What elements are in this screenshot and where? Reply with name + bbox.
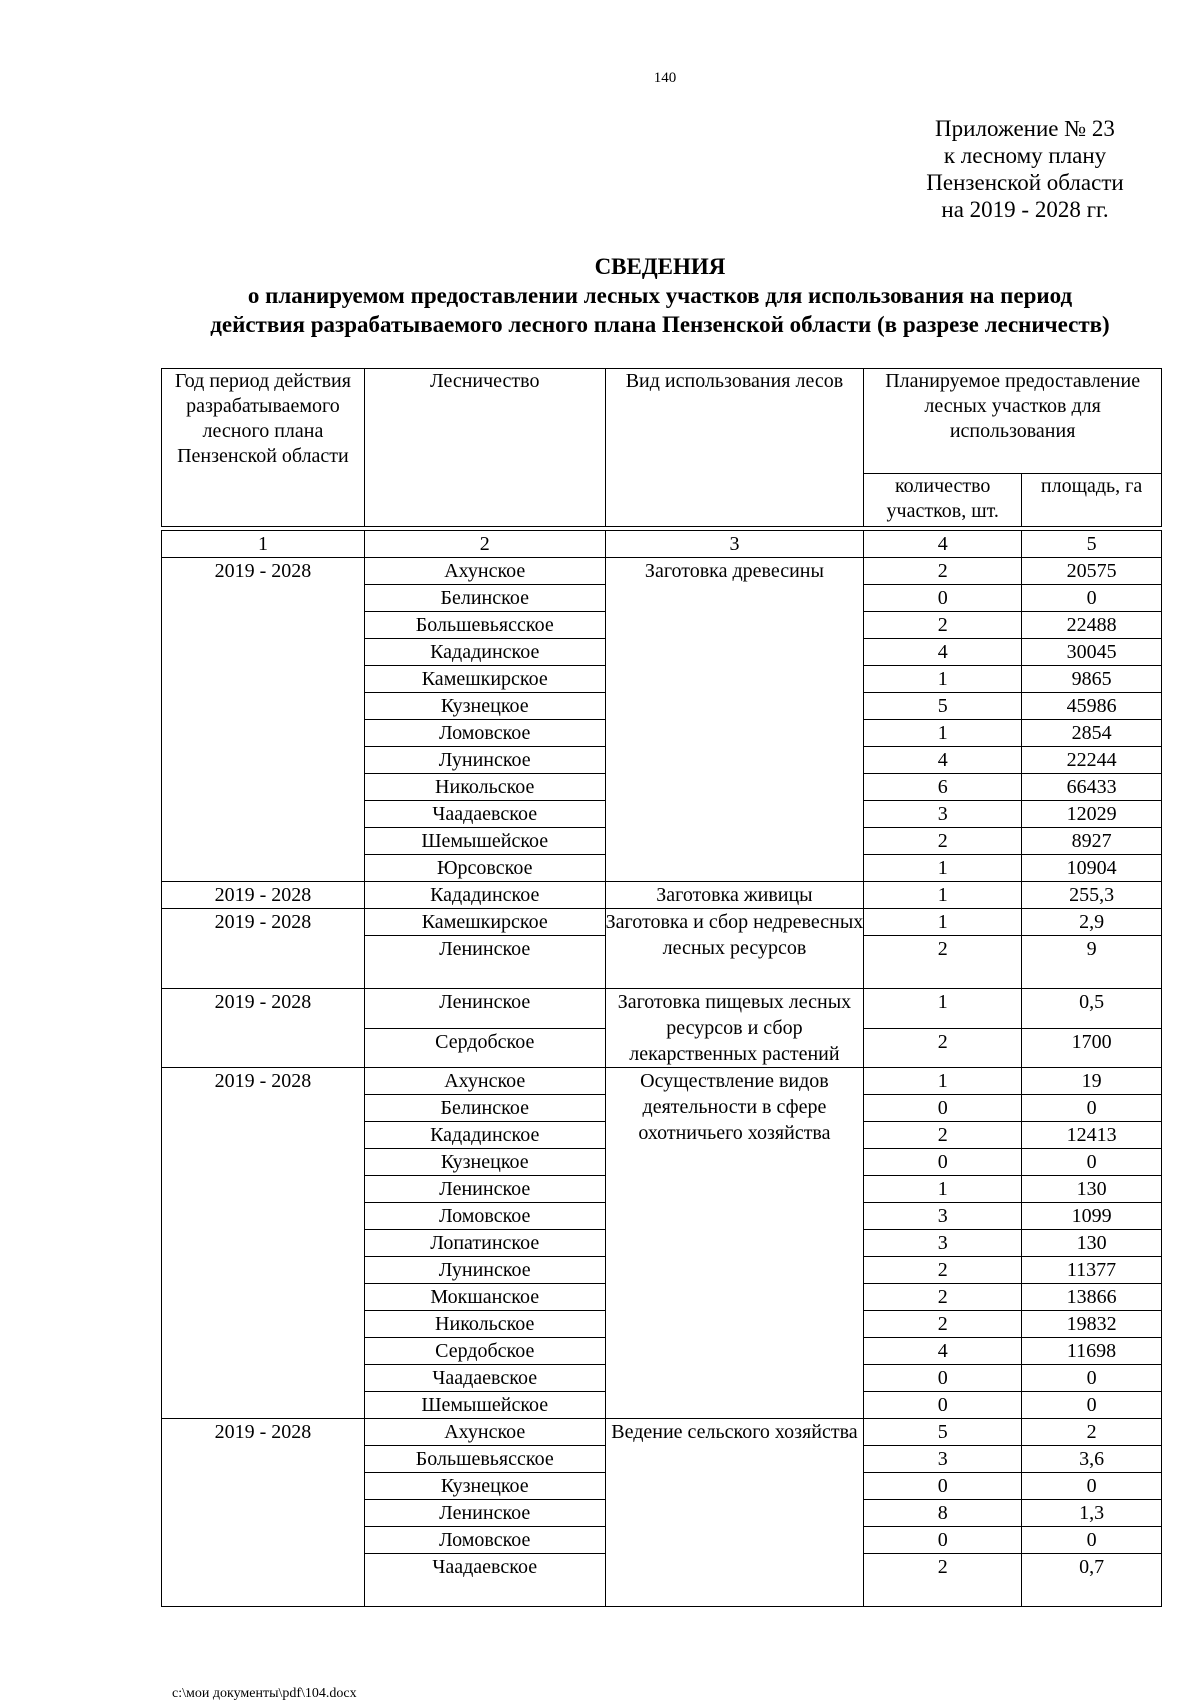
count-cell: 2 bbox=[864, 1122, 1022, 1149]
area-cell: 0 bbox=[1022, 585, 1162, 612]
forestry-cell: Камешкирское bbox=[364, 666, 605, 693]
forestry-cell: Кададинское bbox=[364, 1122, 605, 1149]
page-number: 140 bbox=[653, 70, 677, 86]
forestry-cell: Кузнецкое bbox=[364, 1149, 605, 1176]
forestry-cell: Кузнецкое bbox=[364, 693, 605, 720]
header-use: Вид использования лесов bbox=[605, 369, 864, 527]
forestry-cell: Большевьясское bbox=[364, 1446, 605, 1473]
area-cell: 0 bbox=[1022, 1149, 1162, 1176]
column-number: 3 bbox=[605, 531, 864, 558]
count-cell: 2 bbox=[864, 612, 1022, 639]
header-area: площадь, га bbox=[1022, 473, 1162, 526]
header-planned: Планируемое предоставление лесных участков для использования bbox=[864, 369, 1162, 474]
area-cell: 0,7 bbox=[1022, 1554, 1162, 1607]
count-cell: 0 bbox=[864, 585, 1022, 612]
count-cell: 0 bbox=[864, 1365, 1022, 1392]
count-cell: 1 bbox=[864, 989, 1022, 1029]
area-cell: 1700 bbox=[1022, 1028, 1162, 1068]
forestry-cell: Белинское bbox=[364, 1095, 605, 1122]
period-cell: 2019 - 2028 bbox=[162, 989, 365, 1068]
area-cell: 255,3 bbox=[1022, 882, 1162, 909]
forestry-cell: Лопатинское bbox=[364, 1230, 605, 1257]
count-cell: 3 bbox=[864, 1230, 1022, 1257]
area-cell: 45986 bbox=[1022, 693, 1162, 720]
count-cell: 1 bbox=[864, 1068, 1022, 1095]
count-cell: 5 bbox=[864, 693, 1022, 720]
area-cell: 3,6 bbox=[1022, 1446, 1162, 1473]
count-cell: 2 bbox=[864, 1257, 1022, 1284]
area-cell: 1099 bbox=[1022, 1203, 1162, 1230]
period-cell: 2019 - 2028 bbox=[162, 1068, 365, 1419]
count-cell: 1 bbox=[864, 882, 1022, 909]
table-row bbox=[162, 909, 1162, 936]
count-cell: 2 bbox=[864, 936, 1022, 989]
area-cell: 2854 bbox=[1022, 720, 1162, 747]
count-cell: 3 bbox=[864, 1203, 1022, 1230]
count-cell: 1 bbox=[864, 720, 1022, 747]
area-cell: 0 bbox=[1022, 1527, 1162, 1554]
use-type-cell: Заготовка живицы bbox=[605, 882, 864, 909]
header-period: Год период действия разрабатываемого лесного плана Пензенской области bbox=[162, 369, 365, 527]
document-title bbox=[160, 252, 1160, 339]
use-type-cell: Заготовка пищевых лесных ресурсов и сбор лекарственных растений bbox=[605, 989, 864, 1068]
table-row bbox=[162, 989, 1162, 1029]
file-path-footer: c:\мои документы\pdf\104.docx bbox=[172, 1686, 357, 1701]
area-cell: 9865 bbox=[1022, 666, 1162, 693]
forestry-cell: Лунинское bbox=[364, 1257, 605, 1284]
forestry-cell: Сердобское bbox=[364, 1028, 605, 1068]
forestry-cell: Ломовское bbox=[364, 720, 605, 747]
area-cell: 2 bbox=[1022, 1419, 1162, 1446]
area-cell: 0,5 bbox=[1022, 989, 1162, 1029]
period-cell: 2019 - 2028 bbox=[162, 558, 365, 882]
forestry-cell: Сердобское bbox=[364, 1338, 605, 1365]
use-type-cell: Заготовка и сбор недревесных лесных ресурсов bbox=[605, 909, 864, 989]
forestry-cell: Юрсовское bbox=[364, 855, 605, 882]
area-cell: 11377 bbox=[1022, 1257, 1162, 1284]
count-cell: 3 bbox=[864, 801, 1022, 828]
forestry-cell: Ломовское bbox=[364, 1203, 605, 1230]
area-cell: 19832 bbox=[1022, 1311, 1162, 1338]
table-row bbox=[162, 1068, 1162, 1095]
forestry-cell: Камешкирское bbox=[364, 909, 605, 936]
use-type-cell: Заготовка древесины bbox=[605, 558, 864, 882]
count-cell: 2 bbox=[864, 1554, 1022, 1607]
forestry-cell: Большевьясское bbox=[364, 612, 605, 639]
forestry-cell: Ленинское bbox=[364, 936, 605, 989]
forestry-cell: Ломовское bbox=[364, 1527, 605, 1554]
forestry-cell: Ахунское bbox=[364, 558, 605, 585]
area-cell: 9 bbox=[1022, 936, 1162, 989]
area-cell: 8927 bbox=[1022, 828, 1162, 855]
table-row bbox=[162, 558, 1162, 585]
forestry-cell: Никольское bbox=[364, 774, 605, 801]
count-cell: 1 bbox=[864, 666, 1022, 693]
appendix-line: на 2019 - 2028 гг. bbox=[941, 197, 1109, 222]
land-plots-table bbox=[161, 368, 1162, 1607]
period-cell: 2019 - 2028 bbox=[162, 1419, 365, 1607]
forestry-cell: Мокшанское bbox=[364, 1284, 605, 1311]
count-cell: 0 bbox=[864, 1095, 1022, 1122]
column-number: 2 bbox=[364, 531, 605, 558]
forestry-cell: Шемышейское bbox=[364, 1392, 605, 1419]
title-heading: СВЕДЕНИЯ bbox=[594, 254, 726, 279]
area-cell: 12413 bbox=[1022, 1122, 1162, 1149]
period-cell: 2019 - 2028 bbox=[162, 882, 365, 909]
area-cell: 19 bbox=[1022, 1068, 1162, 1095]
count-cell: 1 bbox=[864, 1176, 1022, 1203]
forestry-cell: Ленинское bbox=[364, 989, 605, 1029]
area-cell: 13866 bbox=[1022, 1284, 1162, 1311]
area-cell: 0 bbox=[1022, 1473, 1162, 1500]
count-cell: 8 bbox=[864, 1500, 1022, 1527]
appendix-note bbox=[900, 115, 1150, 223]
use-type-cell: Осуществление видов деятельности в сфере охотничьего хозяйства bbox=[605, 1068, 864, 1419]
count-cell: 0 bbox=[864, 1149, 1022, 1176]
table-row bbox=[162, 1419, 1162, 1446]
forestry-cell: Ленинское bbox=[364, 1500, 605, 1527]
count-cell: 5 bbox=[864, 1419, 1022, 1446]
table-row bbox=[162, 882, 1162, 909]
header-count: количество участков, шт. bbox=[864, 473, 1022, 526]
count-cell: 4 bbox=[864, 747, 1022, 774]
area-cell: 0 bbox=[1022, 1095, 1162, 1122]
count-cell: 0 bbox=[864, 1392, 1022, 1419]
area-cell: 130 bbox=[1022, 1230, 1162, 1257]
area-cell: 30045 bbox=[1022, 639, 1162, 666]
area-cell: 22244 bbox=[1022, 747, 1162, 774]
area-cell: 0 bbox=[1022, 1365, 1162, 1392]
count-cell: 6 bbox=[864, 774, 1022, 801]
area-cell: 0 bbox=[1022, 1392, 1162, 1419]
column-number: 4 bbox=[864, 531, 1022, 558]
forestry-cell: Чаадаевское bbox=[364, 1365, 605, 1392]
use-type-cell: Ведение сельского хозяйства bbox=[605, 1419, 864, 1607]
count-cell: 2 bbox=[864, 558, 1022, 585]
count-cell: 4 bbox=[864, 1338, 1022, 1365]
count-cell: 0 bbox=[864, 1473, 1022, 1500]
area-cell: 12029 bbox=[1022, 801, 1162, 828]
column-number: 1 bbox=[162, 531, 365, 558]
forestry-cell: Ахунское bbox=[364, 1068, 605, 1095]
count-cell: 4 bbox=[864, 639, 1022, 666]
period-cell: 2019 - 2028 bbox=[162, 909, 365, 989]
appendix-line: Приложение № 23 bbox=[935, 116, 1115, 141]
title-line: о планируемом предоставлении лесных участков для использования на период bbox=[247, 283, 1073, 308]
title-line: действия разрабатываемого лесного плана Пензенской области (в разрезе лесничеств) bbox=[210, 312, 1110, 337]
count-cell: 2 bbox=[864, 1028, 1022, 1068]
count-cell: 1 bbox=[864, 855, 1022, 882]
count-cell: 2 bbox=[864, 1311, 1022, 1338]
count-cell: 2 bbox=[864, 1284, 1022, 1311]
forestry-cell: Кузнецкое bbox=[364, 1473, 605, 1500]
area-cell: 1,3 bbox=[1022, 1500, 1162, 1527]
count-cell: 3 bbox=[864, 1446, 1022, 1473]
forestry-cell: Ленинское bbox=[364, 1176, 605, 1203]
header-forestry: Лесничество bbox=[364, 369, 605, 527]
forestry-cell: Белинское bbox=[364, 585, 605, 612]
area-cell: 22488 bbox=[1022, 612, 1162, 639]
area-cell: 11698 bbox=[1022, 1338, 1162, 1365]
forestry-cell: Никольское bbox=[364, 1311, 605, 1338]
count-cell: 0 bbox=[864, 1527, 1022, 1554]
count-cell: 2 bbox=[864, 828, 1022, 855]
area-cell: 2,9 bbox=[1022, 909, 1162, 936]
forestry-cell: Ахунское bbox=[364, 1419, 605, 1446]
forestry-cell: Кададинское bbox=[364, 639, 605, 666]
area-cell: 20575 bbox=[1022, 558, 1162, 585]
forestry-cell: Лунинское bbox=[364, 747, 605, 774]
area-cell: 10904 bbox=[1022, 855, 1162, 882]
count-cell: 1 bbox=[864, 909, 1022, 936]
column-number: 5 bbox=[1022, 531, 1162, 558]
appendix-line: к лесному плану bbox=[943, 143, 1107, 168]
forestry-cell: Чаадаевское bbox=[364, 801, 605, 828]
forestry-cell: Шемышейское bbox=[364, 828, 605, 855]
forestry-cell: Чаадаевское bbox=[364, 1554, 605, 1607]
area-cell: 130 bbox=[1022, 1176, 1162, 1203]
appendix-line: Пензенской области bbox=[926, 170, 1124, 195]
column-numbers-row bbox=[162, 531, 1162, 558]
area-cell: 66433 bbox=[1022, 774, 1162, 801]
forestry-cell: Кададинское bbox=[364, 882, 605, 909]
